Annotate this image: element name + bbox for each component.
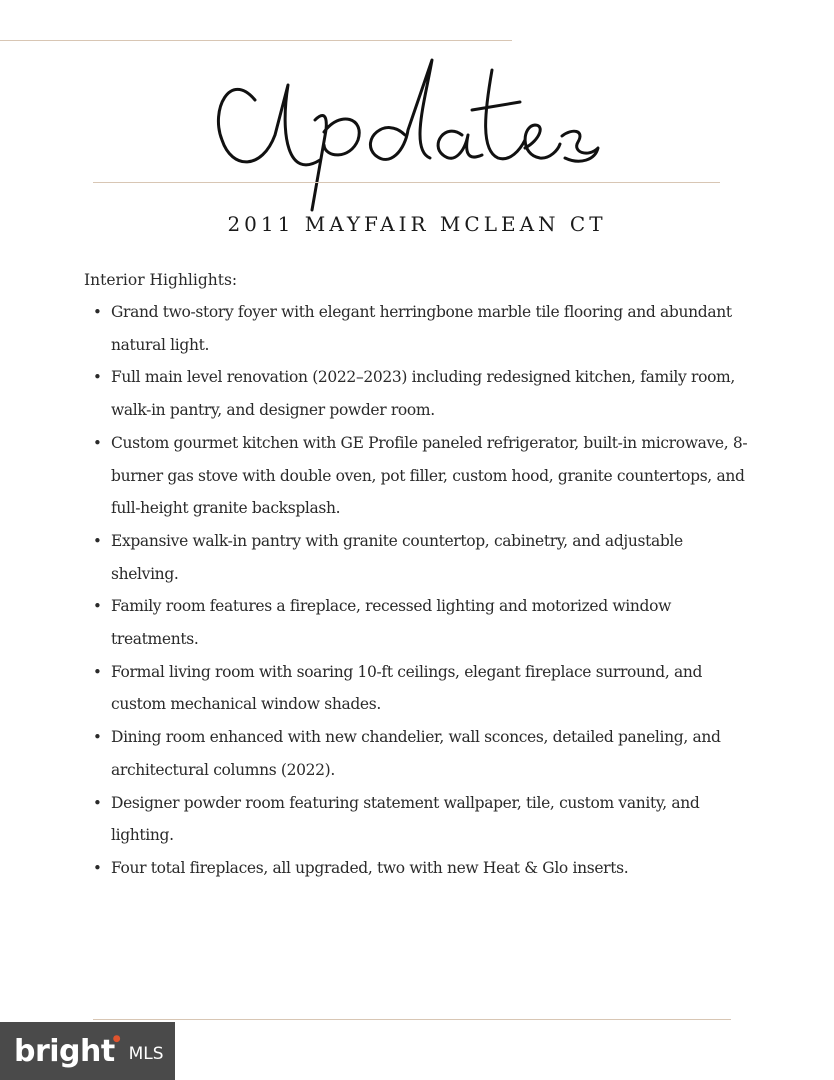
title-divider [93, 182, 720, 183]
list-item-text: Formal living room with soaring 10-ft ceilings, elegant fireplace surround, and custom mechanical window shades. [111, 662, 703, 714]
bullet-icon: • [93, 662, 102, 681]
list-item-text: Designer powder room featuring statement wallpaper, tile, custom vanity, and lighting. [111, 793, 700, 845]
bright-mls-watermark [0, 1022, 175, 1080]
list-item [84, 427, 754, 525]
list-item-text: Expansive walk-in pantry with granite countertop, cabinetry, and adjustable shelving. [111, 531, 683, 583]
bullet-icon: • [93, 433, 102, 452]
list-item-text: Family room features a fireplace, recessed lighting and motorized window treatments. [111, 597, 671, 649]
bullet-icon: • [93, 597, 102, 616]
highlights-list [84, 296, 754, 885]
bullet-icon: • [93, 531, 102, 550]
highlights-section [84, 266, 754, 885]
list-item-text: Dining room enhanced with new chandelier, wall sconces, detailed paneling, and architectural columns (2022). [111, 728, 721, 779]
section-heading: Interior Highlights: [84, 271, 238, 289]
bullet-icon: • [93, 303, 102, 321]
list-item [84, 721, 754, 786]
script-title-lettering [200, 40, 600, 215]
list-item [84, 656, 754, 721]
property-address: 2011 MAYFAIR MCLEAN CT [227, 212, 607, 236]
list-item [84, 787, 754, 852]
list-item-text: Grand two-story foyer with elegant herringbone marble tile flooring and abundant natural light. [111, 303, 732, 354]
bullet-icon: • [93, 368, 102, 387]
watermark-dot-icon: ● [112, 1034, 121, 1044]
bullet-icon: • [93, 728, 102, 747]
watermark-brand: bright [14, 1033, 115, 1069]
bullet-icon: • [93, 858, 102, 877]
list-item-text: Four total fireplaces, all upgraded, two with new Heat & Glo inserts. [111, 858, 629, 877]
list-item [84, 525, 754, 590]
list-item-text: Full main level renovation (2022–2023) including redesigned kitchen, family room, walk-in pantry, and designer powder room. [111, 368, 735, 420]
list-item [84, 590, 754, 655]
bottom-divider [93, 1019, 731, 1020]
bullet-icon: • [93, 793, 102, 812]
list-item [84, 296, 754, 361]
watermark-suffix: MLS [128, 1044, 164, 1064]
list-item-text: Custom gourmet kitchen with GE Profile paneled refrigerator, built-in microwave, 8-burner gas stove with double oven, pot filler, custom hood, granite countertops, and full-height granite backsplash. [111, 433, 748, 518]
list-item [84, 361, 754, 426]
script-title [200, 40, 600, 215]
list-item [84, 852, 754, 885]
